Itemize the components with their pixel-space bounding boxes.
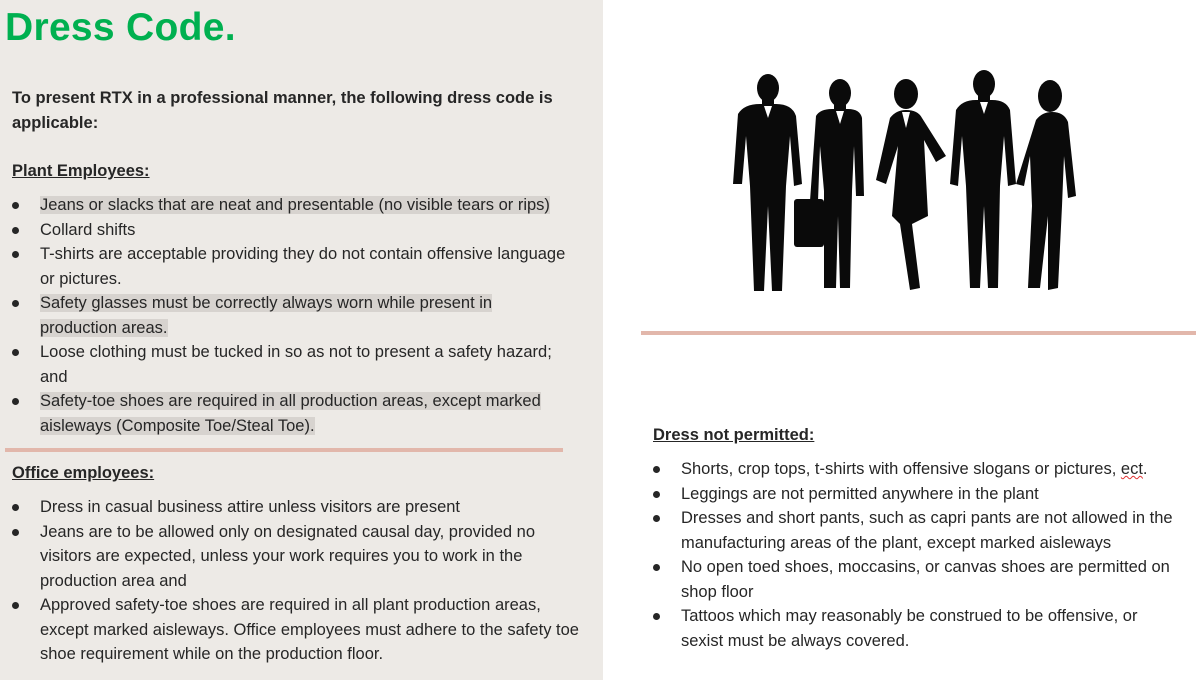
- section-divider-right: [641, 331, 1196, 335]
- office-employees-heading: Office employees:: [12, 464, 155, 482]
- list-item: Loose clothing must be tucked in so as not to present a safety hazard; and: [12, 340, 582, 389]
- page-title: Dress Code.: [5, 6, 236, 49]
- section-divider-left: [5, 448, 563, 452]
- office-employees-list: [12, 495, 587, 667]
- list-item: Jeans are to be allowed only on designated causal day, provided no visitors are expected, unless your work requires you to work in the production area and: [12, 520, 587, 594]
- list-item: Jeans or slacks that are neat and presentable (no visible tears or rips): [12, 193, 582, 218]
- intro-text: To present RTX in a professional manner, the following dress code is applicable:: [12, 89, 553, 132]
- dress-not-permitted-list: [653, 457, 1183, 653]
- list-item: Shorts, crop tops, t-shirts with offensive slogans or pictures, ect.: [653, 457, 1183, 482]
- plant-employees-heading: Plant Employees:: [12, 162, 150, 180]
- list-item: Safety-toe shoes are required in all production areas, except marked aisleways (Composite Toe/Steal Toe).: [12, 389, 582, 438]
- business-people-silhouette: [724, 66, 1084, 296]
- list-item: Collard shifts: [12, 218, 582, 243]
- list-item: Approved safety-toe shoes are required in all plant production areas, except marked aisleways. Office employees must adhere to the safety toe shoe requirement while on the production floor.: [12, 593, 587, 667]
- silhouette-woman-1: [876, 79, 946, 290]
- list-item: Safety glasses must be correctly always worn while present in production areas.: [12, 291, 582, 340]
- list-item: No open toed shoes, moccasins, or canvas shoes are permitted on shop floor: [653, 555, 1183, 604]
- list-item: Leggings are not permitted anywhere in the plant: [653, 482, 1183, 507]
- plant-employees-list: [12, 193, 582, 438]
- spellcheck-flagged-word: ect: [1120, 460, 1143, 478]
- list-item: T-shirts are acceptable providing they do not contain offensive language or pictures.: [12, 242, 582, 291]
- list-item: Tattoos which may reasonably be construed to be offensive, or sexist must be always covered.: [653, 604, 1183, 653]
- list-item: Dress in casual business attire unless visitors are present: [12, 495, 587, 520]
- list-item: Dresses and short pants, such as capri pants are not allowed in the manufacturing areas of the plant, except marked aisleways: [653, 506, 1183, 555]
- silhouette-man-2: [794, 79, 864, 288]
- silhouette-woman-2: [1016, 80, 1076, 290]
- dress-not-permitted-heading: Dress not permitted:: [653, 426, 815, 444]
